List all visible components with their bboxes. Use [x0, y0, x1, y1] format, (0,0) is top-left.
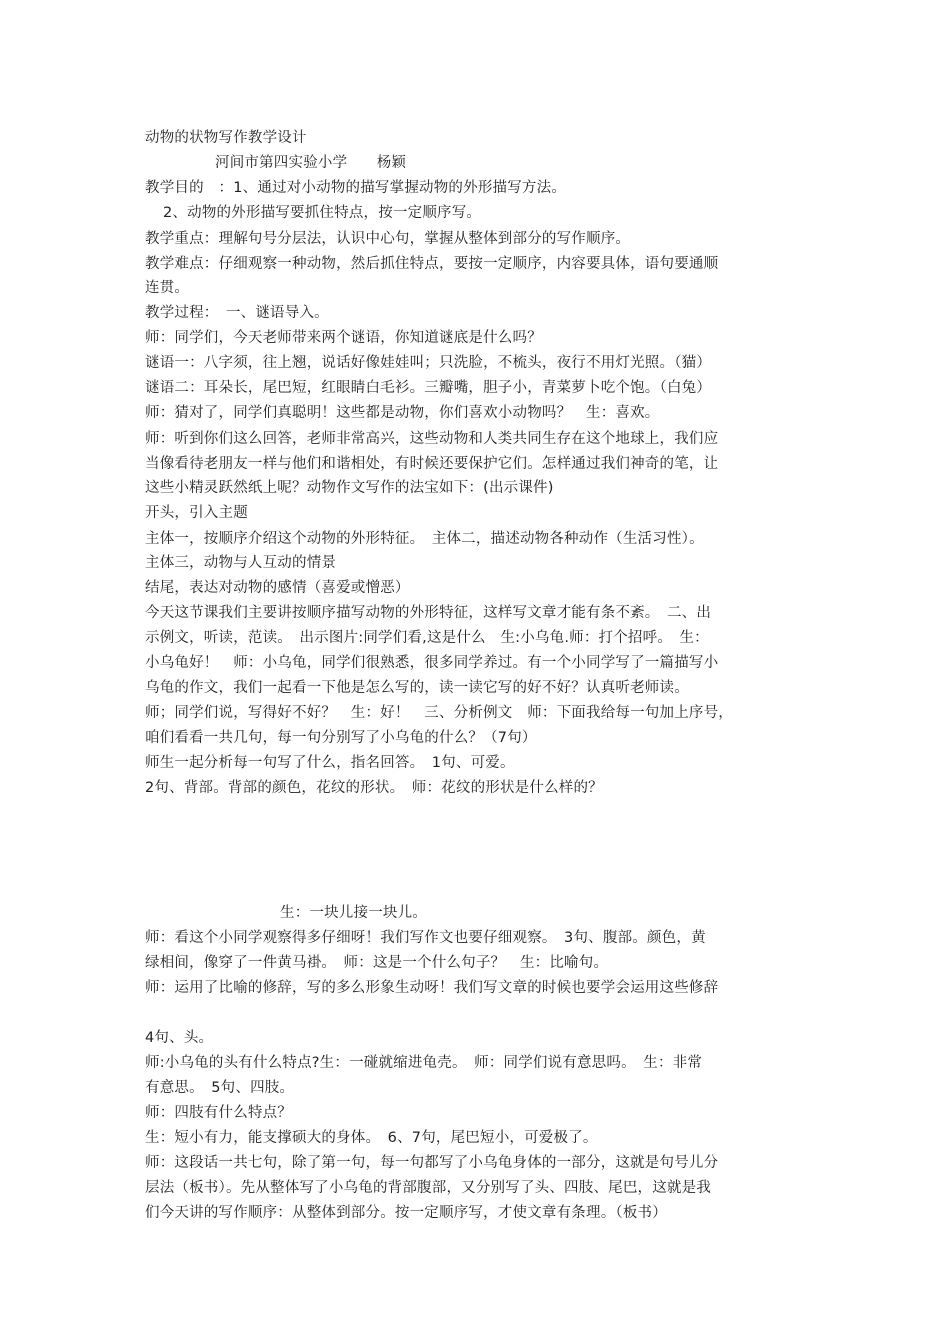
document-byline: 河间市第四实验小学 杨颖	[215, 155, 407, 171]
text-line: 教学难点：仔细观察一种动物，然后抓住特点，要按一定顺序，内容要具体，语句要通顺	[145, 256, 719, 272]
text-line: 2、动物的外形描写要抓住特点，按一定顺序写。	[163, 205, 482, 221]
text-line: 教学目的 ：1、通过对小动物的描写掌握动物的外形描写方法。	[145, 180, 567, 196]
text-line: 绿相间，像穿了一件黄马褂。 师：这是一个什么句子？ 生：比喻句。	[145, 955, 609, 971]
text-line: 结尾，表达对动物的感情（喜爱或憎恶）	[145, 580, 410, 596]
text-line: 教学重点：理解句号分层法，认识中心句，掌握从整体到部分的写作顺序。	[145, 231, 631, 247]
text-line: 2句、背部。背部的颜色，花纹的形状。 师：花纹的形状是什么样的？	[145, 780, 603, 796]
text-line: 生：短小有力，能支撑硕大的身体。 6、7句，尾巴短小，可爱极了。	[145, 1130, 598, 1146]
text-line: 今天这节课我们主要讲按顺序描写动物的外形特征，这样写文章才能有条不紊。 二、出	[145, 605, 712, 621]
text-line: 谜语二：耳朵长，尾巴短，红眼睛白毛衫。三瓣嘴，胆子小，青菜萝卜吃个饱。（白兔）	[145, 380, 712, 396]
text-line: 师：这段话一共七句，除了第一句，每一句都写了小乌龟身体的一部分，这就是句号儿分	[145, 1155, 719, 1171]
text-line: 有意思。 5句、四肢。	[145, 1080, 295, 1096]
text-line: 师：听到你们这么回答，老师非常高兴，这些动物和人类共同生存在这个地球上，我们应	[145, 431, 719, 447]
text-line: 这些小精灵跃然纸上呢？动物作文写作的法宝如下：(出示课件)	[145, 480, 554, 496]
text-line: 们今天讲的写作顺序：从整体到部分。按一定顺序写，才使文章有条理。（板书）	[145, 1205, 667, 1221]
text-line: 师：运用了比喻的修辞，写的多么形象生动呀！我们写文章的时候也要学会运用这些修辞	[145, 980, 719, 996]
text-line: 咱们看看一共几句，每一句分别写了小乌龟的什么？（7句）	[145, 730, 537, 746]
text-line: 主体一，按顺序介绍这个动物的外形特征。 主体二，描述动物各种动作（生活习性）。	[145, 531, 704, 547]
text-line: 师：四肢有什么特点？	[145, 1105, 292, 1121]
document-title: 动物的状物写作教学设计	[145, 130, 307, 146]
text-line: 生：一块儿接一块儿。	[280, 905, 427, 921]
text-line: 谜语一：八字须，往上翘，说话好像娃娃叫；只洗脸，不梳头，夜行不用灯光照。（猫）	[145, 355, 712, 371]
text-line: 教学过程： 一、谜语导入。	[145, 305, 329, 321]
text-line: 示例文，听读，范读。 出示图片:同学们看,这是什么 生:小乌龟.师：打个招呼。 生：	[145, 630, 709, 646]
text-line: 师：看这个小同学观察得多仔细呀！我们写作文也要仔细观察。 3句、腹部。颜色，黄	[145, 930, 706, 946]
text-line: 主体三，动物与人互动的情景	[145, 555, 337, 571]
text-line: 开头，引入主题	[145, 505, 248, 521]
text-line: 师：同学们，今天老师带来两个谜语，你知道谜底是什么吗？	[145, 330, 542, 346]
text-line: 师生一起分析每一句写了什么，指名回答。 1句、可爱。	[145, 755, 515, 771]
text-line: 师；同学们说，写得好不好？ 生：好！ 三、分析例文 师：下面我给每一句加上序号，	[145, 705, 733, 721]
text-line: 乌龟的作文，我们一起看一下他是怎么写的，读一读它写的好不好？认真听老师读。	[145, 680, 689, 696]
text-line: 层法（板书）。先从整体写了小乌龟的背部腹部，又分别写了头、四肢、尾巴，这就是我	[145, 1180, 712, 1196]
text-line: 师:小乌龟的头有什么特点?生：一碰就缩进龟壳。 师：同学们说有意思吗。 生：非常	[145, 1055, 703, 1071]
text-line: 师：猜对了，同学们真聪明！这些都是动物，你们喜欢小动物吗？ 生：喜欢。	[145, 405, 660, 421]
text-line: 4句、头。	[145, 1030, 214, 1046]
text-line: 连贯。	[145, 280, 190, 296]
text-line: 当像看待老朋友一样与他们和谐相处，有时候还要保护它们。怎样通过我们神奇的笔，让	[145, 456, 719, 472]
text-line: 小乌龟好！ 师：小乌龟，同学们很熟悉，很多同学养过。有一个小同学写了一篇描写小	[145, 655, 719, 671]
